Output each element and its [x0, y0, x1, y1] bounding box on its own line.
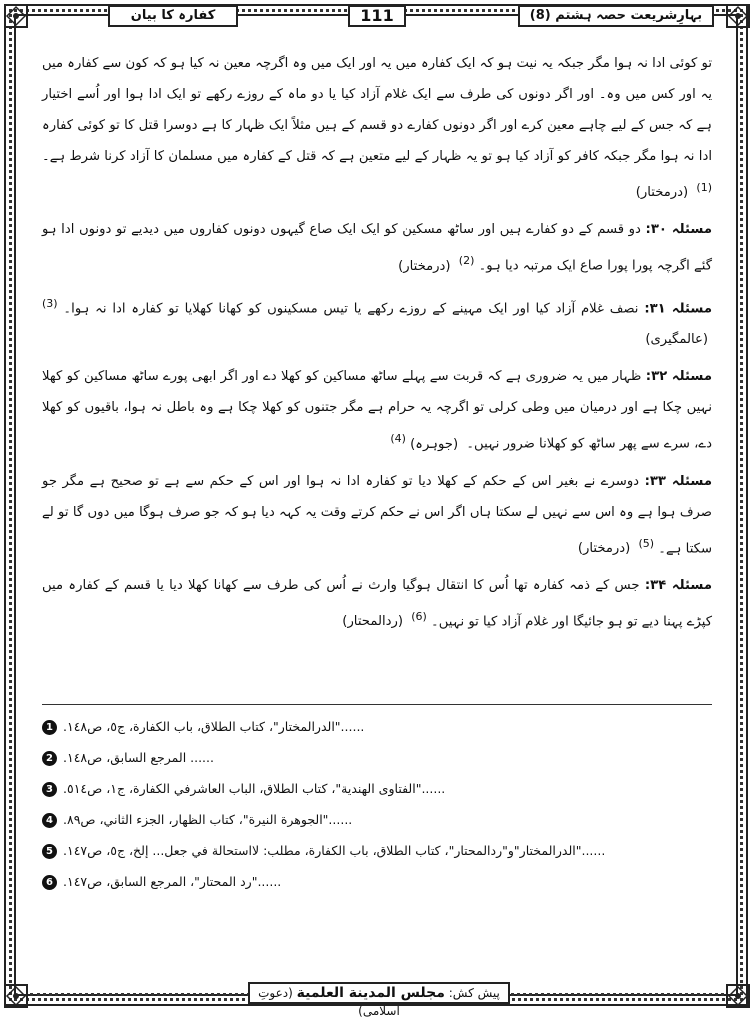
masala-text: دو قسم کے دو کفارے ہیں اور ساٹھ مسکین کو ایک ایک صاع گیہوں دونوں کفاروں میں دیدیے تو دونوں ادا ہو گئے اگرچہ پورا پورا صاع ایک مرتبہ دیا ہو۔ — [42, 222, 712, 274]
masala-33 — [42, 466, 712, 564]
footnote-number-icon: 4 — [42, 813, 57, 828]
masala-label: مسئلہ ۳۲: — [645, 369, 713, 385]
footer-prefix: پیش کش: — [448, 986, 500, 1000]
page-footer — [0, 982, 754, 1018]
footnote-text: ......"الدرالمختار"، كتاب الطلاق، باب الكفارة، ج٥، ص١٤٨. — [63, 719, 365, 734]
masala-label: مسئلہ ۳۳: — [644, 473, 712, 489]
source-citation: (جوہرہ) — [410, 436, 459, 452]
footnote-ref: (1) — [696, 181, 712, 194]
footnotes — [42, 716, 712, 902]
footnote-number-icon: 2 — [42, 751, 57, 766]
masala-text: دوسرے نے بغیر اس کے حکم کے کھلا دیا تو کفارہ ادا نہ ہوا اور اس کے حکم سے ہے تو صحیح ہے مگر جو صرف ہوا ہے وہ اس سے نہیں لے سکتا ہاں اگر اس نے حکم کرتے وقت یہ کہہ دیا ہو کہ جو صرف ہوگا میں دوں گا تو لے سکتا ہے۔ — [42, 473, 712, 556]
footnote-text: ......"الفتاوى الهندية"، كتاب الطلاق، الباب العاشرفي الكفارة، ج١، ص٥١٤. — [63, 781, 446, 796]
masala-label: مسئلہ ۳۰: — [645, 222, 713, 238]
source-citation: (درمختار) — [635, 185, 689, 201]
masala-30 — [42, 214, 712, 281]
publisher-box — [248, 982, 510, 1018]
footnote-number-icon: 5 — [42, 844, 57, 859]
masala-label: مسئلہ ۳۱: — [644, 301, 712, 317]
footnote-text: ......"رد المحتار"، المرجع السابق، ص١٤٧. — [63, 874, 282, 889]
publisher-org: (دعوتِ اسلامی) — [258, 986, 400, 1018]
paragraph-continued — [42, 48, 712, 208]
footnote-ref: (3) — [42, 296, 58, 310]
masala-label: مسئلہ ۳۴: — [644, 577, 712, 593]
source-citation: (عالمگیری) — [645, 332, 708, 348]
masala-text: جس کے ذمہ کفارہ تھا اُس کا انتقال ہوگیا وارث نے اُس کی طرف سے کھانا کھلا دیا یا قسم کے کفارہ میں کپڑے پہنا دیے تو ہو جائیگا اور غلام آزاد کیا تو نہیں۔ — [42, 577, 712, 630]
footnote-3 — [42, 778, 712, 809]
footnote-text: ......"الجوهرة النيرة"، كتاب الظهار، الجزء الثاني، ص٨٩. — [63, 812, 353, 827]
footnote-number-icon: 6 — [42, 875, 57, 890]
corner-ornament-icon — [725, 3, 751, 29]
masala-text: نصف غلام آزاد کیا اور ایک مہینے کے روزے رکھے یا تیس مسکینوں کو کھانا کھلایا تو کفارہ ادا نہ ہوا۔ — [63, 301, 639, 317]
masala-34 — [42, 570, 712, 637]
footnote-6 — [42, 871, 712, 902]
footnote-5 — [42, 840, 712, 871]
footnote-ref: (6) — [411, 609, 427, 623]
source-citation: (درمختار) — [398, 258, 451, 274]
main-text — [42, 48, 712, 643]
source-citation: (درمختار) — [577, 540, 631, 556]
footnote-ref: (4) — [390, 432, 406, 446]
paragraph-text: تو کوئی ادا نہ ہوا مگر جبکہ یہ نیت ہو کہ ایک کفارہ میں یہ اور ایک میں وہ اگرچہ معین نہ کیا ہو کہ کون سے کفارہ میں یہ اور کس میں وہ۔ اور اگر دونوں کی طرف سے ایک غلام آزاد کیا یا دو ماہ کے روزے رکھے تو ایک ادا ہوا اور اُسے اختیار ہے کہ جس کے لیے چاہے معین کرے اور اگر دونوں کفارے دو قسم کے ہیں مثلاً ایک ظہار کا ہے دوسرا قتل کا تو کوئی کفارہ ادا نہ ہوا مگر جبکہ کافر کو آزاد کیا ہو تو یہ ظہار کے لیے متعین ہے کہ قتل کے کفارہ میں مسلمان کا آزاد کرنا شرط ہے۔ — [42, 56, 712, 164]
footnote-1 — [42, 716, 712, 747]
footnote-ref: (5) — [638, 536, 655, 550]
publisher-name: مجلس المدينة العلمية — [296, 985, 445, 1001]
footnote-number-icon: 1 — [42, 720, 57, 735]
masala-31 — [42, 288, 712, 355]
footnote-text: ...... المرجع السابق، ص١٤٨. — [63, 750, 214, 765]
masala-text: ظہار میں یہ ضروری ہے کہ قربت سے پہلے ساٹھ مساکین کو کھلا دے اور اگر ابھی پورے ساٹھ مساکین کو کھلا نہیں چکا ہے اور درمیان میں وطی کرلی تو اگرچہ یہ حرام ہے مگر جتنوں کو کھلا چکا ہے وہ باطل نہ ہوا، باقیوں کو کھلا دے، سرے سے پھر ساٹھ کو کھلانا ضرور نہیں۔ — [42, 369, 712, 452]
footnote-ref: (2) — [458, 254, 475, 268]
footnote-divider — [42, 704, 712, 705]
page-header — [40, 5, 714, 29]
page-number: 111 — [348, 5, 406, 27]
book-title: بہارِشریعت حصہ ہشتم (8) — [518, 5, 714, 27]
footnote-2 — [42, 747, 712, 778]
chapter-title: کفارہ کا بیان — [108, 5, 238, 27]
footnote-text: ......"الدرالمختار"و"ردالمحتار"، كتاب الطلاق، باب الكفارة، مطلب: لااستحالة في جعل... إلخ، ج٥، ص١٤٧. — [63, 843, 606, 858]
footnote-number-icon: 3 — [42, 782, 57, 797]
corner-ornament-icon — [3, 3, 29, 29]
source-citation: (ردالمحتار) — [342, 614, 404, 630]
masala-32 — [42, 361, 712, 459]
footnote-4 — [42, 809, 712, 840]
